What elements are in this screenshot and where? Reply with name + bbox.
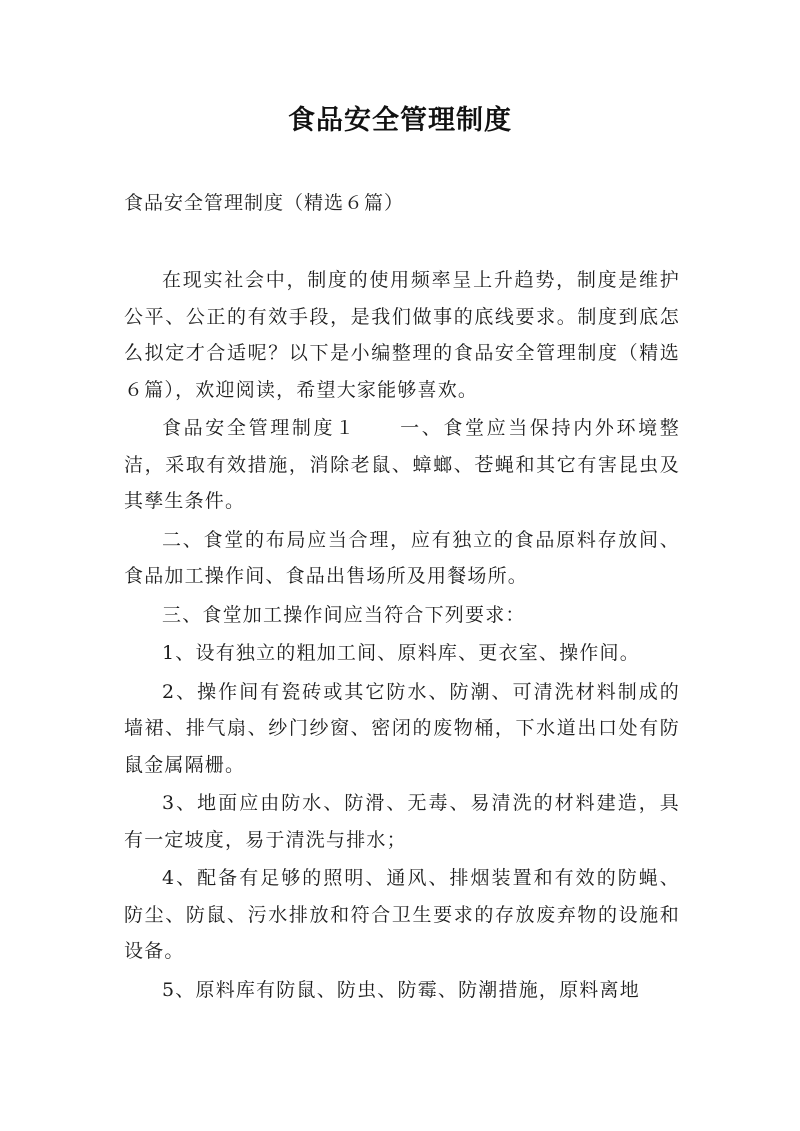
document-subtitle: 食品安全管理制度（精选６篇） (124, 192, 405, 214)
paragraph-item-2: 2、操作间有瓷砖或其它防水、防潮、可清洗材料制成的墙裙、排气扇、纱门纱窗、密闭的废物桶，下水道出口处有防鼠金属隔栅。 (124, 680, 680, 776)
document-body (124, 262, 680, 1008)
paragraph-item-3: 3、地面应由防水、防滑、无毒、易清洗的材料建造，具有一定坡度，易于清洗与排水； (124, 792, 680, 851)
paragraph-layout: 二、食堂的布局应当合理，应有独立的食品原料存放间、食品加工操作间、食品出售场所及用餐场所。 (124, 528, 680, 587)
paragraph-item-1: 1、设有独立的粗加工间、原料库、更衣室、操作间。 (162, 642, 640, 664)
paragraph-requirements: 三、食堂加工操作间应当符合下列要求： (162, 603, 526, 626)
paragraph-item-4: 4、配备有足够的照明、通风、排烟装置和有效的防蝇、防尘、防鼠、污水排放和符合卫生要求的存放废弃物的设施和设备。 (124, 867, 680, 962)
paragraph-item-5: 5、原料库有防鼠、防虫、防霉、防潮措施，原料离地 (162, 978, 640, 1001)
paragraph-intro: 在现实社会中，制度的使用频率呈上升趋势，制度是维护公平、公正的有效手段，是我们做事的底线要求。制度到底怎么拟定才合适呢？以下是小编整理的食品安全管理制度（精选６篇），欢迎阅读，希望大家能够喜欢。 (124, 269, 680, 401)
document-title: 食品安全管理制度 (288, 105, 512, 136)
paragraph-system-1: 食品安全管理制度１ 一、食堂应当保持内外环境整洁，采取有效措施，消除老鼠、蟑螂、苍蝇和其它有害昆虫及其孳生条件。 (124, 417, 680, 512)
